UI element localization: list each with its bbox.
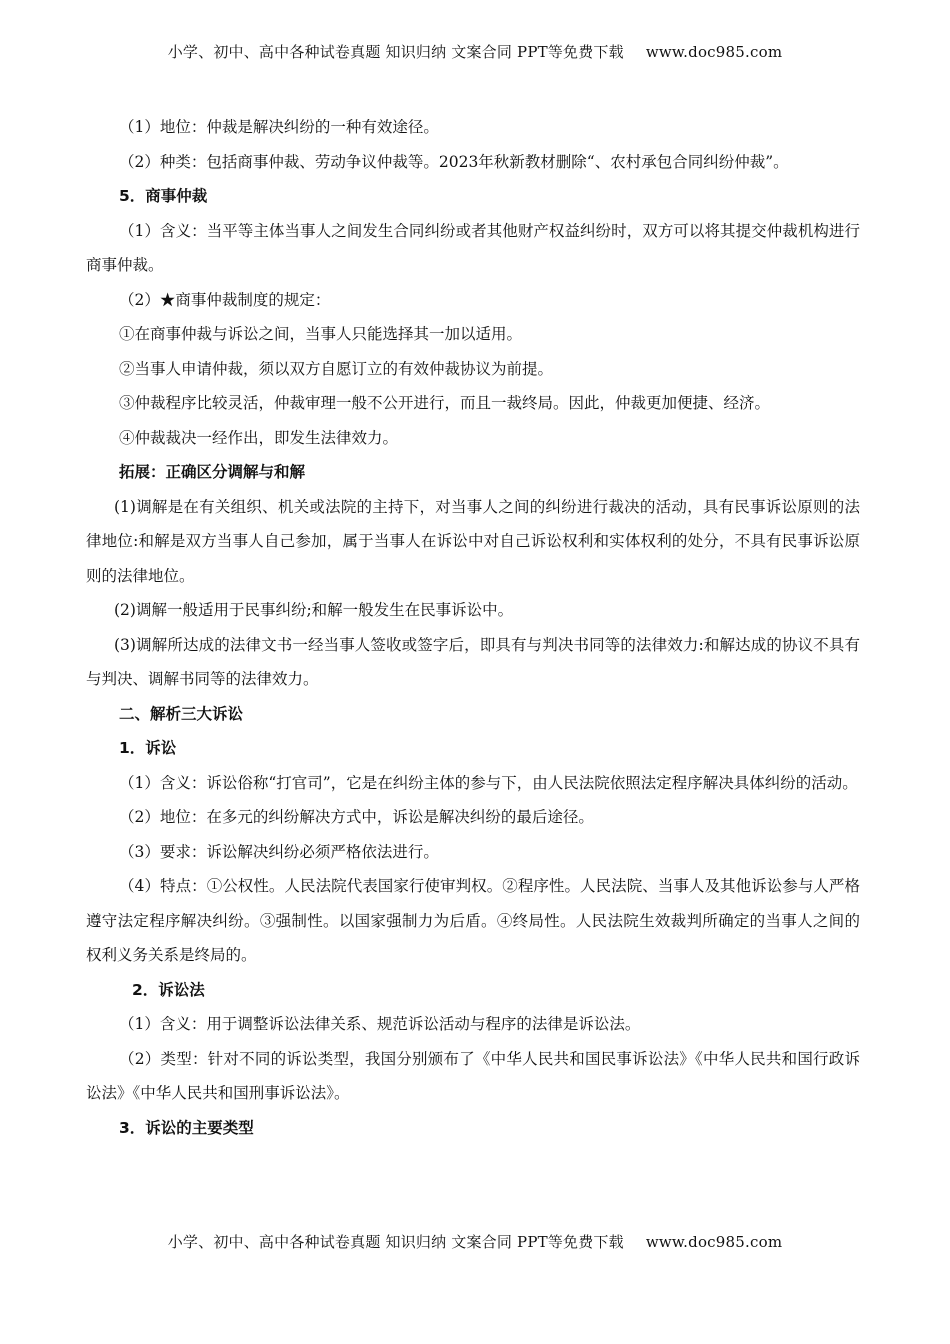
paragraph-mediation-2: (2)调解一般适用于民事纠纷;和解一般发生在民事诉讼中。 — [114, 601, 514, 619]
paragraph-arbitration-types: （2）种类：包括商事仲裁、劳动争议仲裁等。2023年秋新教材删除“、农村承包合同纠纷仲裁”。 — [119, 152, 789, 171]
footer-text: 小学、初中、高中各种试卷真题 知识归纳 文案合同 PPT等免费下载 — [167, 1233, 624, 1251]
heading-commercial-arbitration: 5．商事仲裁 — [119, 187, 208, 205]
paragraph-rule-3: ③仲裁程序比较灵活，仲裁审理一般不公开进行，而且一裁终局。因此，仲裁更加便捷、经济。 — [119, 394, 771, 412]
paragraph-rule-2: ②当事人申请仲裁，须以双方自愿订立的有效仲裁协议为前提。 — [119, 359, 554, 378]
paragraph-litigation-features: （4）特点：①公权性。人民法院代表国家行使审判权。②程序性。人民法院、当事人及其他诉讼参与人严格遵守法定程序解决纠纷。③强制性。以国家强制力为后盾。④终局性。人民法院生效裁判所确定的当事人之间的权利义务关系是终局的。 — [86, 877, 860, 964]
paragraph-litigation-meaning: （1）含义：诉讼俗称“打官司”，它是在纠纷主体的参与下，由人民法院依照法定程序解决具体纠纷的活动。 — [119, 773, 858, 792]
document-body — [86, 110, 860, 1145]
paragraph-procedural-law-types: （2）类型：针对不同的诉讼类型，我国分别颁布了《中华人民共和国民事诉讼法》《中华人民共和国行政诉讼法》《中华人民共和国刑事诉讼法》。 — [86, 1049, 860, 1102]
page-footer — [0, 1231, 950, 1252]
paragraph-rule-4: ④仲裁裁决一经作出，即发生法律效力。 — [119, 428, 399, 447]
heading-extension: 拓展：正确区分调解与和解 — [119, 463, 306, 481]
paragraph-rule-1: ①在商事仲裁与诉讼之间，当事人只能选择其一加以适用。 — [119, 325, 523, 343]
heading-procedural-law: 2．诉讼法 — [132, 980, 205, 999]
page-header — [0, 41, 950, 62]
paragraph-procedural-law-meaning: （1）含义：用于调整诉讼法律关系、规范诉讼活动与程序的法律是诉讼法。 — [119, 1015, 641, 1033]
heading-litigation-types: 3．诉讼的主要类型 — [119, 1118, 254, 1137]
paragraph-commercial-arbitration-rules: （2）★商事仲裁制度的规定： — [119, 290, 331, 309]
header-text: 小学、初中、高中各种试卷真题 知识归纳 文案合同 PPT等免费下载 — [167, 43, 624, 61]
heading-litigation: 1．诉讼 — [119, 739, 177, 757]
paragraph-litigation-status: （2）地位：在多元的纠纷解决方式中，诉讼是解决纠纷的最后途径。 — [119, 808, 594, 826]
footer-url[interactable]: www.doc985.com — [645, 1233, 783, 1251]
paragraph-mediation-3: (3)调解所达成的法律文书一经当事人签收或签字后，即具有与判决书同等的法律效力:和解达成的协议不具有与判决、调解书同等的法律效力。 — [86, 635, 860, 688]
paragraph-litigation-requirement: （3）要求：诉讼解决纠纷必须严格依法进行。 — [119, 842, 439, 861]
heading-three-litigations: 二、解析三大诉讼 — [119, 704, 244, 723]
paragraph-mediation-1: (1)调解是在有关组织、机关或法院的主持下，对当事人之间的纠纷进行裁决的活动，具有民事诉讼原则的法律地位:和解是双方当事人自己参加，属于当事人在诉讼中对自己诉讼权利和实体权利的处分，不具有民事诉讼原则的法律地位。 — [86, 497, 860, 585]
paragraph-commercial-arbitration-meaning: （1）含义：当平等主体当事人之间发生合同纠纷或者其他财产权益纠纷时，双方可以将其提交仲裁机构进行商事仲裁。 — [86, 221, 860, 274]
paragraph-arbitration-status: （1）地位：仲裁是解决纠纷的一种有效途径。 — [119, 118, 439, 136]
header-url[interactable]: www.doc985.com — [645, 43, 783, 61]
